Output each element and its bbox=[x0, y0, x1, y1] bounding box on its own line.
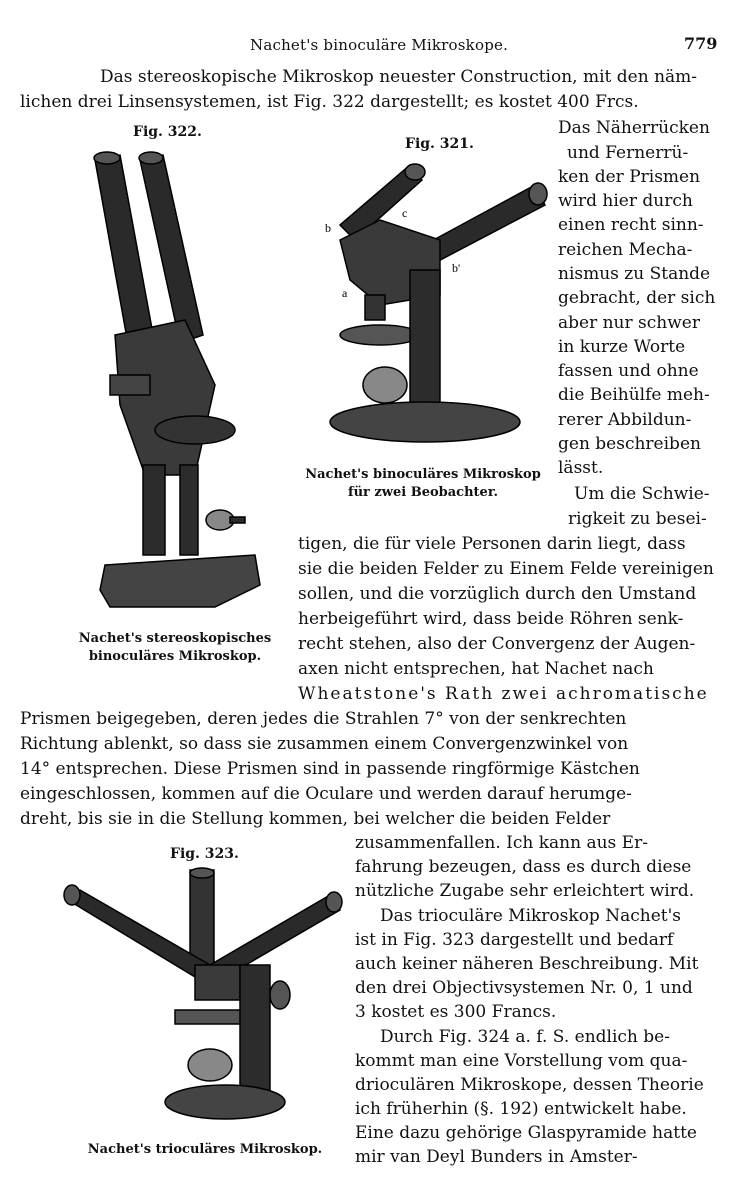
text-line: ist in Fig. 323 dargestellt und bedarf bbox=[355, 930, 674, 950]
text-line: reichen Mecha- bbox=[558, 240, 693, 260]
text-line: Richtung ablenkt, so dass sie zusammen einem Convergenzwinkel von bbox=[20, 734, 629, 754]
figure-letter: c bbox=[402, 206, 408, 220]
text-line: Wheatstone's Rath zwei achromatische bbox=[298, 684, 709, 704]
text-line: ken der Prismen bbox=[558, 167, 701, 187]
caption-line: Nachet's binoculäres Mikroskop bbox=[305, 467, 541, 482]
text-line: dreht, bis sie in die Stellung kommen, bei welcher die beiden Felder bbox=[20, 809, 611, 829]
text-line: axen nicht entsprechen, hat Nachet nach bbox=[298, 659, 654, 679]
figure-letter: a bbox=[342, 286, 348, 300]
figure-321-binocular-microscope bbox=[320, 160, 550, 450]
text-line: eingeschlossen, kommen auf die Oculare und werden darauf herumge- bbox=[20, 784, 632, 804]
text-line: und Fernerrü- bbox=[567, 143, 689, 163]
text-line: den drei Objectivsystemen Nr. 0, 1 und bbox=[355, 978, 693, 998]
figure-322-stereoscopic-microscope bbox=[85, 145, 265, 615]
text-line: kommt man eine Vorstellung vom qua- bbox=[355, 1051, 688, 1071]
text-line: sollen, und die vorzüglich durch den Umstand bbox=[298, 584, 697, 604]
text-line: drioculären Mikroskope, dessen Theorie bbox=[355, 1075, 704, 1095]
text-line: auch keiner näheren Beschreibung. Mit bbox=[355, 954, 699, 974]
text-line: Das Näherrücken bbox=[558, 118, 710, 138]
figure-label-321: Fig. 321. bbox=[405, 136, 474, 152]
text-line: Durch Fig. 324 a. f. S. endlich be- bbox=[380, 1027, 670, 1047]
text-line: rerer Abbildun- bbox=[558, 410, 692, 430]
text-line: nützliche Zugabe sehr erleichtert wird. bbox=[355, 881, 695, 901]
text-line: herbeigeführt wird, dass beide Röhren senk- bbox=[298, 609, 684, 629]
text-line: Das trioculäre Mikroskop Nachet's bbox=[380, 906, 681, 926]
text-line: wird hier durch bbox=[558, 191, 693, 211]
text-line: recht stehen, also der Convergenz der Augen- bbox=[298, 634, 696, 654]
running-header: Nachet's binoculäre Mikroskope. bbox=[250, 36, 509, 54]
text-line: in kurze Worte bbox=[558, 337, 686, 357]
text-line: aber nur schwer bbox=[558, 313, 700, 333]
text-line: sie die beiden Felder zu Einem Felde vereinigen bbox=[298, 559, 714, 579]
figure-label-322: Fig. 322. bbox=[133, 124, 202, 140]
caption-line: Nachet's trioculäres Mikroskop. bbox=[87, 1142, 323, 1157]
caption-line: für zwei Beobachter. bbox=[348, 485, 498, 500]
figure-323-trinocular-microscope bbox=[60, 865, 345, 1125]
text-line: gebracht, der sich bbox=[558, 288, 716, 308]
text-line: nismus zu Stande bbox=[558, 264, 711, 284]
text-line: Prismen beigegeben, deren jedes die Strahlen 7° von der senkrechten bbox=[20, 709, 627, 729]
figure-label-323: Fig. 323. bbox=[170, 846, 239, 862]
figure-letter: b bbox=[325, 221, 331, 235]
text-line: tigen, die für viele Personen darin liegt, dass bbox=[298, 534, 686, 554]
text-line: fassen und ohne bbox=[558, 361, 699, 381]
text-line: die Beihülfe meh- bbox=[558, 385, 710, 405]
text-line: gen beschreiben bbox=[558, 434, 701, 454]
text-line: 3 kostet es 300 Francs. bbox=[355, 1002, 557, 1022]
text-line: ich früherhin (§. 192) entwickelt habe. bbox=[355, 1099, 687, 1119]
caption-line: binoculäres Mikroskop. bbox=[88, 649, 262, 664]
figure-caption-323 bbox=[65, 1141, 345, 1159]
text-line: rigkeit zu besei- bbox=[568, 509, 707, 529]
text-line: einen recht sinn- bbox=[558, 215, 704, 235]
text-line: fahrung bezeugen, dass es durch diese bbox=[355, 857, 692, 877]
text-line: lichen drei Linsensystemen, ist Fig. 322 dargestellt; es kostet 400 Frcs. bbox=[20, 92, 639, 112]
page-number: 779 bbox=[684, 34, 718, 53]
caption-line: Nachet's stereoskopisches bbox=[78, 631, 272, 646]
text-line: 14° entsprechen. Diese Prismen sind in passende ringförmige Kästchen bbox=[20, 759, 640, 779]
figure-caption-321 bbox=[296, 466, 550, 502]
text-line: zusammenfallen. Ich kann aus Er- bbox=[355, 833, 648, 853]
text-line: mir van Deyl Bunders in Amster- bbox=[355, 1147, 638, 1167]
text-line: Eine dazu gehörige Glaspyramide hatte bbox=[355, 1123, 697, 1143]
figure-letter: b' bbox=[452, 261, 461, 275]
text-line: lässt. bbox=[558, 458, 604, 478]
text-line: Das stereoskopische Mikroskop neuester Construction, mit den näm- bbox=[100, 67, 698, 87]
figure-caption-322 bbox=[60, 630, 290, 666]
text-line: Um die Schwie- bbox=[574, 484, 710, 504]
